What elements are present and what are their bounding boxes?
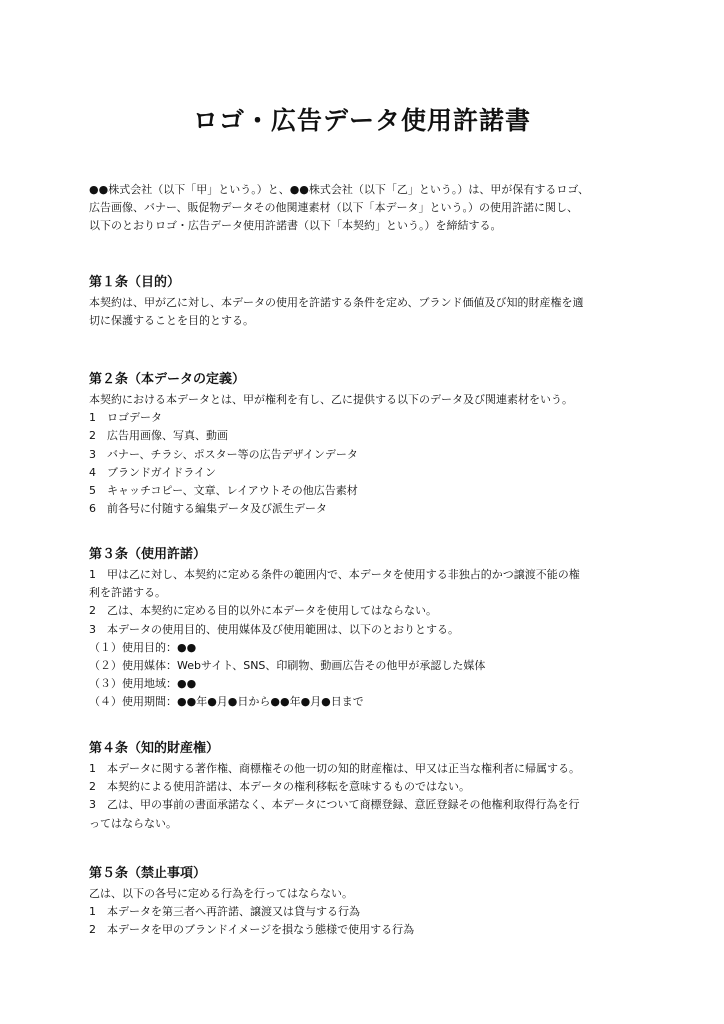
article-line: 2 本契約による使用許諾は、本データの権利移転を意味するものではない。 [89, 780, 470, 794]
article-heading: 第１条（目的） [89, 275, 181, 290]
article-line: 本契約は、甲が乙に対し、本データの使用を許諾する条件を定め、ブランド価値及び知的財産権を適 [89, 296, 584, 309]
article-3 [89, 545, 649, 712]
article-line: 1 本データを第三者へ再許諾、譲渡又は貸与する行為 [89, 905, 360, 919]
intro-line: 広告画像、バナー、販促物データその他関連素材（以下「本データ」という。）の使用許諾に関し、 [89, 201, 579, 215]
article-line: 1 ロゴデータ [89, 411, 162, 425]
article-line: 4 ブランドガイドライン [89, 465, 217, 479]
article-line: （４）使用期間：●●年●月●日から●●年●月●日まで [89, 695, 364, 709]
article-line: ってはならない。 [89, 816, 177, 830]
article-line: 本契約における本データとは、甲が権利を有し、乙に提供する以下のデータ及び関連素材をいう。 [89, 393, 573, 406]
article-line: 5 キャッチコピー、文章、レイアウトその他広告素材 [89, 484, 358, 498]
article-line: 2 広告用画像、写真、動画 [89, 429, 228, 443]
article-line: 乙は、以下の各号に定める行為を行ってはならない。 [89, 887, 353, 900]
article-line: 2 乙は、本契約に定める目的以外に本データを使用してはならない。 [89, 604, 437, 618]
article-heading: 第２条（本データの定義） [89, 372, 246, 387]
article-1 [89, 273, 649, 330]
article-line: 3 乙は、甲の事前の書面承諾なく、本データについて商標登録、意匠登録その他権利取得行為を行 [89, 798, 580, 812]
intro-paragraph [89, 181, 649, 236]
article-5 [89, 864, 649, 940]
article-line: （３）使用地域：●● [89, 677, 197, 691]
article-line: 切に保護することを目的とする。 [89, 314, 254, 328]
article-line: 6 前各号に付随する編集データ及び派生データ [89, 502, 327, 516]
article-heading: 第５条（禁止事項） [89, 866, 207, 881]
article-line: 1 本データに関する著作権、商標権その他一切の知的財産権は、甲又は正当な権利者に帰属する。 [89, 762, 580, 775]
article-heading: 第４条（知的財産権） [89, 741, 220, 756]
article-2 [89, 370, 649, 518]
article-line: （１）使用目的：●● [89, 640, 197, 654]
intro-line: 以下のとおりロゴ・広告データ使用許諾書（以下「本契約」という。）を締結する。 [89, 219, 502, 233]
article-line: 2 本データを甲のブランドイメージを損なう態様で使用する行為 [89, 923, 415, 937]
article-line: 3 本データの使用目的、使用媒体及び使用範囲は、以下のとおりとする。 [89, 622, 459, 636]
article-line: 3 バナー、チラシ、ポスター等の広告デザインデータ [89, 447, 358, 461]
article-4 [89, 739, 649, 833]
article-line: 1 甲は乙に対し、本契約に定める条件の範囲内で、本データを使用する非独占的かつ譲渡不能の権 [89, 568, 580, 581]
article-line: （２）使用媒体：Webサイト、SNS、印刷物、動画広告その他甲が承認した媒体 [89, 659, 486, 673]
article-heading: 第３条（使用許諾） [89, 547, 207, 562]
document-title: ロゴ・広告データ使用許諾書 [192, 106, 531, 135]
article-line: 利を許諾する。 [89, 586, 166, 600]
intro-line: ●●株式会社（以下「甲」という。）と、●●株式会社（以下「乙」という。）は、甲が保有するロゴ、 [89, 183, 589, 196]
